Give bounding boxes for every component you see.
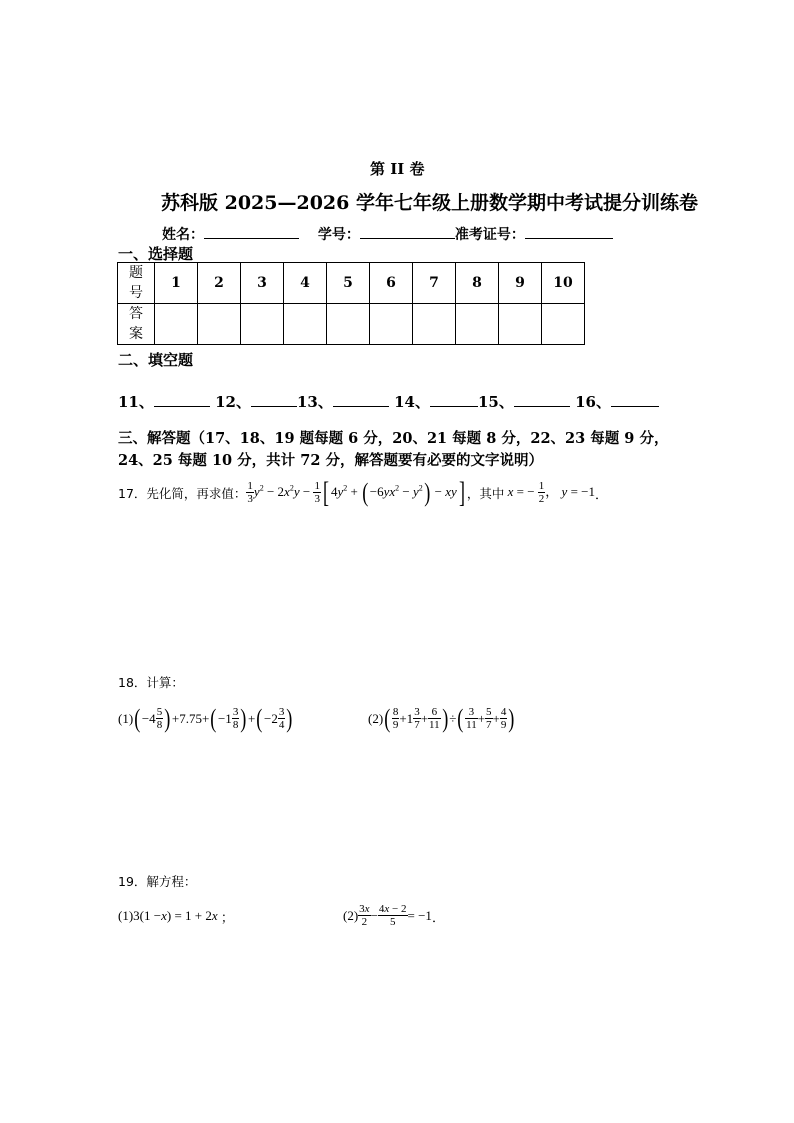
blank-label-14: 14、 [394, 393, 430, 411]
row-label-answer: 答 案 [118, 304, 155, 345]
blank-label-15: 15、 [477, 393, 514, 411]
q18-p1-label: (1) [118, 711, 134, 726]
question-number: 2 [198, 263, 241, 304]
blank-13[interactable] [333, 392, 389, 407]
q17-end: ． [595, 487, 609, 503]
q18-num: 7.75 [179, 711, 202, 726]
q19-end2: ． [431, 909, 445, 925]
blank-15[interactable] [514, 392, 570, 407]
q17-values: x = − $\frac{1}{2}$ ， y = −1 [507, 480, 595, 505]
section3-title-line2: 24、25 每题 10 分，共计 72 分，解答题要有必要的文字说明） [118, 452, 543, 469]
name-field[interactable] [204, 224, 299, 239]
blank-14[interactable] [430, 392, 478, 407]
fill-blanks-line [118, 391, 659, 412]
answer-cell[interactable] [456, 304, 499, 345]
blank-16[interactable] [611, 392, 659, 407]
q19-p2-label: (2) [343, 908, 359, 923]
exam-no-label: 准考证号： [454, 227, 525, 243]
answer-cell[interactable] [327, 304, 370, 345]
answer-cell[interactable] [241, 304, 284, 345]
question-number: 6 [370, 263, 413, 304]
blank-label-12: 12、 [215, 393, 251, 411]
volume-label: 第 II 卷 [370, 160, 425, 178]
question-number: 9 [499, 263, 542, 304]
blank-label-16: 16、 [575, 393, 611, 411]
q19-label: 19．解方程： [118, 874, 197, 889]
q18-part1: (1) ( −4 5 8 ) + 7.75 + ( −1 3 8 ) + ( −2 3 4 ) [118, 704, 293, 733]
q19-part2: (2) 3x 2 − 4x − 2 5 = −1 ． [343, 903, 445, 928]
q17-where: ，其中 [466, 486, 505, 501]
answer-cell[interactable] [413, 304, 456, 345]
answer-cell[interactable] [370, 304, 413, 345]
q19-part1: (1) 3(1 − x ) = 1 + 2 x ； [118, 908, 234, 925]
blank-label-13: 13、 [296, 393, 333, 411]
answer-cell[interactable] [284, 304, 327, 345]
page-title: 苏科版 2025—2026 学年七年级上册数学期中考试提分训练卷 [161, 192, 698, 214]
answer-table [117, 262, 585, 345]
q19-p1-label: (1) [118, 908, 134, 923]
exam-no-field[interactable] [525, 224, 613, 239]
blank-12[interactable] [251, 392, 297, 407]
q18-label: 18．计算： [118, 675, 184, 690]
blank-11[interactable] [154, 392, 210, 407]
answer-cell[interactable] [542, 304, 585, 345]
answer-cell[interactable] [155, 304, 198, 345]
student-no-field[interactable] [360, 224, 455, 239]
blank-label-11: 11、 [118, 393, 154, 411]
name-label: 姓名： [162, 227, 204, 243]
row-label-question: 题 号 [118, 263, 155, 304]
section1-title: 一、选择题 [118, 245, 194, 263]
question-number: 8 [456, 263, 499, 304]
answer-cell[interactable] [499, 304, 542, 345]
section2-title: 二、填空题 [118, 351, 194, 369]
question-17 [118, 473, 608, 513]
answer-cell[interactable] [198, 304, 241, 345]
q18-part2: (2) ( 8 9 +1 3 7 + 6 11 ) ÷ ( 3 11 + 5 7 + 4 9 ) [368, 704, 515, 733]
question-number: 7 [413, 263, 456, 304]
info-line [162, 224, 613, 244]
question-number: 5 [327, 263, 370, 304]
section3-title-line1: 三、解答题（17、18、19 题每题 6 分，20、21 每题 8 分，22、23 每题 9 分， [118, 430, 669, 447]
student-no-label: 学号： [317, 227, 360, 243]
q17-label: 17．先化简，再求值： [118, 486, 247, 501]
table-row [118, 304, 585, 345]
table-row [118, 263, 585, 304]
question-number: 10 [542, 263, 585, 304]
question-number: 1 [155, 263, 198, 304]
question-number: 3 [241, 263, 284, 304]
question-number: 4 [284, 263, 327, 304]
q17-expression: $\frac{1}{3}$ $y^2 - 2x^2y$ − $\frac{1}{3}$ [ $4y^2 + (-6yx^2 - y^2) - xy$] [247, 476, 465, 509]
q19-end1: ； [220, 909, 234, 925]
q18-p2-label: (2) [368, 711, 384, 726]
